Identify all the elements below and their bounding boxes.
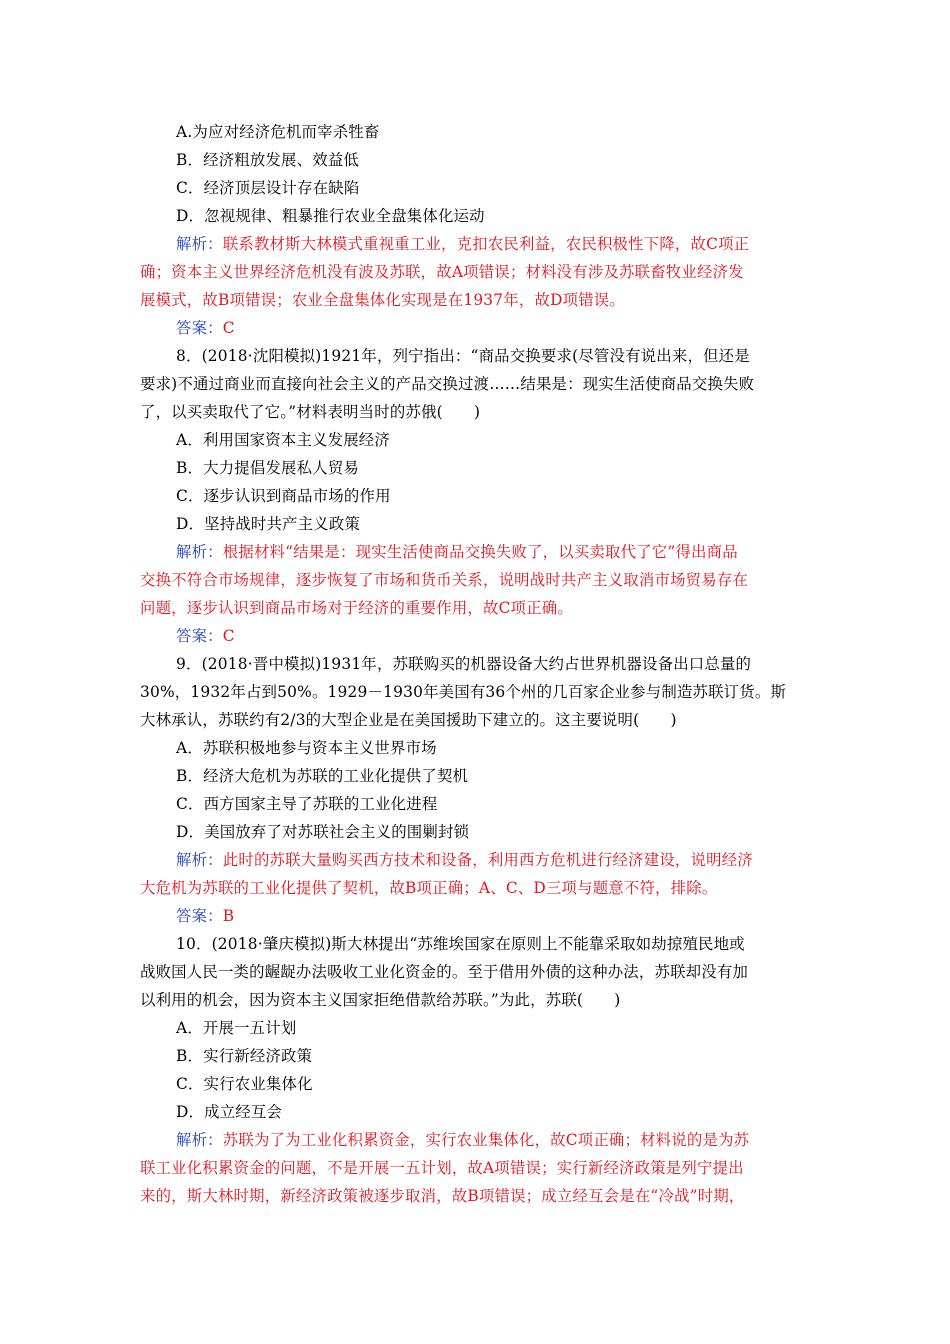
q9-analysis-label: 解析： <box>176 851 223 869</box>
q8-option-b: B．大力提倡发展私人贸易 <box>176 459 360 477</box>
q7-option-d: D．忽视规律、粗暴推行农业全盘集体化运动 <box>176 207 485 225</box>
q8-stem-line-1: 8．(2018·沈阳模拟)1921年，列宁指出：“商品交换要求(尽管没有说出来，但还是 <box>176 347 750 365</box>
q8-option-a: A．利用国家资本主义发展经济 <box>176 431 390 449</box>
q7-analysis-label: 解析： <box>176 235 223 253</box>
q7-analysis-line-2: 确；资本主义世界经济危机没有波及苏联，故A项错误；材料没有涉及苏联畜牧业经济发 <box>140 263 744 281</box>
q9-analysis-line-2: 大危机为苏联的工业化提供了契机，故B项正确；A、C、D三项与题意不符，排除。 <box>140 879 718 897</box>
q8-analysis-line-3: 问题，逐步认识到商品市场对于经济的重要作用，故C项正确。 <box>140 599 573 617</box>
q10-stem-line-1: 10．(2018·肇庆模拟)斯大林提出“苏维埃国家在原则上不能靠采取如劫掠殖民地或 <box>176 935 745 953</box>
q9-stem-line-1: 9．(2018·晋中模拟)1931年，苏联购买的机器设备大约占世界机器设备出口总量的 <box>176 655 752 673</box>
q9-answer-label: 答案： <box>176 907 223 925</box>
q7-answer-label: 答案： <box>176 319 223 337</box>
q9-answer-value: B <box>222 907 235 925</box>
q10-option-d: D．成立经互会 <box>176 1103 283 1121</box>
q8-stem-line-2: 要求)不通过商业而直接向社会主义的产品交换过渡……结果是：现实生活使商品交换失败 <box>140 375 755 393</box>
q10-stem-line-2: 战败国人民一类的龌龊办法吸收工业化资金的。至于借用外债的这种办法，苏联却没有加 <box>140 963 749 981</box>
q8-answer <box>176 622 235 650</box>
q7-analysis-text-1: 联系教材斯大林模式重视重工业，克扣农民利益，农民积极性下降，故C项正 <box>222 235 750 253</box>
q10-analysis-text-1: 苏联为了为工业化积累资金，实行农业集体化，故C项正确；材料说的是为苏 <box>222 1131 750 1149</box>
q10-analysis-line-1 <box>176 1126 749 1154</box>
q8-answer-label: 答案： <box>176 627 223 645</box>
q8-option-c: C．逐步认识到商品市场的作用 <box>176 487 391 505</box>
q9-option-a: A．苏联积极地参与资本主义世界市场 <box>176 739 437 757</box>
q8-answer-value: C <box>222 627 235 645</box>
q10-option-b: B．实行新经济政策 <box>176 1047 313 1065</box>
q9-analysis-line-1 <box>176 846 753 874</box>
q7-option-a: A.为应对经济危机而宰杀牲畜 <box>176 123 380 141</box>
q7-answer <box>176 314 235 342</box>
q8-analysis-label: 解析： <box>176 543 223 561</box>
q7-answer-value: C <box>222 319 235 337</box>
q10-analysis-line-2: 联工业化积累资金的问题，不是开展一五计划，故A项错误；实行新经济政策是列宁提出 <box>140 1159 744 1177</box>
q7-analysis-line-3: 展模式，故B项错误；农业全盘集体化实现是在1937年，故D项错误。 <box>140 291 625 309</box>
q7-option-b: B．经济粗放发展、效益低 <box>176 151 360 169</box>
q9-option-d: D．美国放弃了对苏联社会主义的围剿封锁 <box>176 823 470 841</box>
q9-stem-line-2: 30%，1932年占到50%。1929－1930年美国有36个州的几百家企业参与制造苏联订货。斯 <box>140 683 787 701</box>
q7-option-c: C．经济顶层设计存在缺陷 <box>176 179 360 197</box>
q9-analysis-text-1: 此时的苏联大量购买西方技术和设备，利用西方危机进行经济建设，说明经济 <box>222 851 753 869</box>
q8-option-d: D．坚持战时共产主义政策 <box>176 515 361 533</box>
q10-analysis-label: 解析： <box>176 1131 223 1149</box>
q10-option-c: C．实行农业集体化 <box>176 1075 313 1093</box>
q10-analysis-line-3: 来的，斯大林时期，新经济政策被逐步取消，故B项错误；成立经互会是在“冷战”时期， <box>140 1187 745 1205</box>
q7-analysis-line-1 <box>176 230 749 258</box>
q10-option-a: A．开展一五计划 <box>176 1019 297 1037</box>
q9-answer <box>176 902 234 930</box>
q10-stem-line-3: 以利用的机会，因为资本主义国家拒绝借款给苏联。”为此，苏联( ) <box>140 991 621 1009</box>
q9-option-c: C．西方国家主导了苏联的工业化进程 <box>176 795 438 813</box>
q9-option-b: B．经济大危机为苏联的工业化提供了契机 <box>176 767 469 785</box>
q9-stem-line-3: 大林承认，苏联约有2/3的大型企业是在美国援助下建立的。这主要说明( ) <box>140 711 677 729</box>
q8-analysis-line-2: 交换不符合市场规律，逐步恢复了市场和货币关系，说明战时共产主义取消市场贸易存在 <box>140 571 749 589</box>
q8-analysis-text-1: 根据材料“结果是：现实生活使商品交换失败了，以买卖取代了它”得出商品 <box>222 543 738 561</box>
q8-stem-line-3: 了，以买卖取代了它。”材料表明当时的苏俄( ) <box>140 403 481 421</box>
q8-analysis-line-1 <box>176 538 738 566</box>
